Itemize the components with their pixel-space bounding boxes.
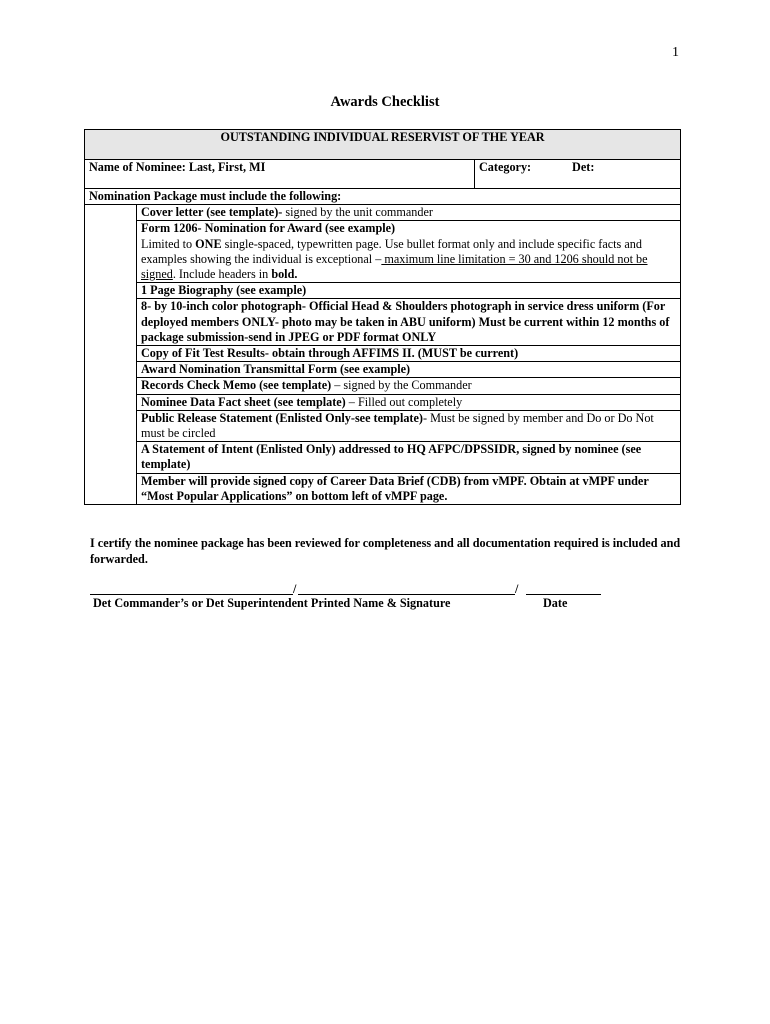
det-label: Det: [572, 160, 595, 174]
list-item: Member will provide signed copy of Career Data Brief (CDB) from vMPF. Obtain at vMPF under “Most Popular Applications” on bottom left of vMPF page. [137, 473, 681, 504]
list-item: Copy of Fit Test Results- obtain through AFFIMS II. (MUST be current) [137, 346, 681, 362]
separator-slash: / [293, 582, 297, 596]
list-item: 1 Page Biography (see example) [137, 283, 681, 299]
signature-label: Det Commander’s or Det Superintendent Printed Name & Signature [93, 596, 451, 610]
must-include-heading: Nomination Package must include the following: [85, 189, 681, 205]
date-line [526, 594, 601, 595]
signature-line [298, 594, 515, 595]
page-number: 1 [672, 45, 679, 60]
list-item: Award Nomination Transmittal Form (see example) [137, 362, 681, 378]
category-det-field [475, 160, 681, 189]
list-item: Records Check Memo (see template) – signed by the Commander [137, 378, 681, 394]
awards-checklist-table [84, 129, 681, 505]
list-item: Form 1206- Nomination for Award (see example) Limited to ONE single-spaced, typewritten page. Use bullet format only and include specific facts and examples showing the individual is exceptional – maximum line limitation = 30 and 1206 should not be signed. Include headers in bold. [137, 221, 681, 283]
list-item: 8- by 10-inch color photograph- Official Head & Shoulders photograph in service dress uniform (For deployed members ONLY- photo may be taken in ABU uniform) Must be current within 12 months of package submission-send in JPEG or PDF format ONLY [137, 299, 681, 346]
page-title: Awards Checklist [330, 94, 440, 110]
list-item: A Statement of Intent (Enlisted Only) addressed to HQ AFPC/DPSSIDR, signed by nominee (see template) [137, 442, 681, 473]
category-label: Category: [479, 160, 532, 174]
separator-slash: / [515, 582, 519, 596]
nominee-name-field: Name of Nominee: Last, First, MI [85, 160, 475, 189]
table-header: OUTSTANDING INDIVIDUAL RESERVIST OF THE YEAR [85, 130, 681, 160]
certification-statement: I certify the nominee package has been reviewed for completeness and all documentation required is included and forwarded. [90, 536, 681, 566]
list-item: Nominee Data Fact sheet (see template) – Filled out completely [137, 394, 681, 410]
list-item: Public Release Statement (Enlisted Only-see template)- Must be signed by member and Do or Do Not must be circled [137, 410, 681, 441]
date-label: Date [543, 596, 568, 610]
list-item: Cover letter (see template)- signed by the unit commander [137, 205, 681, 221]
name-signature-line [90, 594, 293, 595]
